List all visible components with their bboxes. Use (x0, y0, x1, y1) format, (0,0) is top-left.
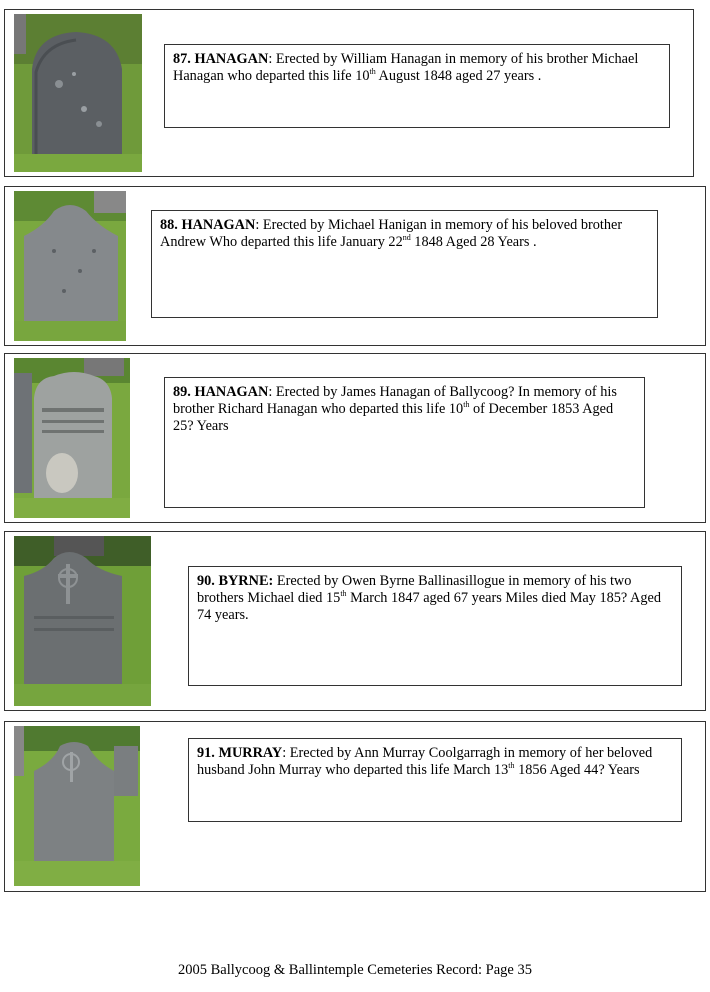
inscription-90 (188, 566, 682, 686)
inscription-text-cont: March 1847 aged 67 years Miles died May 185? Aged 74 years. (197, 590, 662, 623)
inscription-91 (188, 738, 682, 822)
entry-number-name: 90. BYRNE: (197, 573, 274, 589)
ordinal-suffix: th (508, 761, 515, 770)
headstone-photo-91 (14, 726, 140, 886)
entry-number-name: 91. MURRAY (197, 745, 283, 761)
inscription-text-cont: of December 1853 Aged 25? Years (173, 401, 614, 434)
inscription-89 (164, 377, 645, 508)
inscription-text: : Erected by Ann Murray Coolgarragh in memory of her beloved husband John Murray who departed this life March 13 (197, 745, 653, 778)
entry-number-name: 89. HANAGAN (173, 384, 269, 400)
entry-number-name: 87. HANAGAN (173, 51, 269, 67)
inscription-text: : Erected by Michael Hanigan in memory of his beloved brother Andrew Who departed this life January 22 (160, 217, 623, 250)
headstone-photo-90 (14, 536, 151, 706)
ordinal-suffix: th (463, 400, 470, 409)
inscription-text: Erected by Owen Byrne Ballinasillogue in memory of his two brothers Michael died 15 (197, 573, 632, 606)
inscription-text-cont: August 1848 aged 27 years . (375, 68, 542, 84)
entry-number-name: 88. HANAGAN (160, 217, 256, 233)
ordinal-suffix: th (369, 67, 376, 76)
inscription-text: : Erected by James Hanagan of Ballycoog? In memory of his brother Richard Hanagan who departed this life 10 (173, 384, 617, 417)
page-footer: 2005 Ballycoog & Ballintemple Cemeteries Record: Page 35 (178, 962, 532, 978)
headstone-photo-88 (14, 191, 126, 341)
inscription-text: : Erected by William Hanagan in memory of his brother Michael Hanagan who departed this life 10 (173, 51, 639, 84)
headstone-photo-89 (14, 358, 130, 518)
inscription-88 (151, 210, 658, 318)
headstone-photo-87 (14, 14, 142, 172)
inscription-text-cont: 1856 Aged 44? Years (514, 762, 640, 778)
ordinal-suffix: nd (402, 233, 411, 242)
ordinal-suffix: th (340, 589, 347, 598)
inscription-87 (164, 44, 670, 128)
inscription-text-cont: 1848 Aged 28 Years . (410, 234, 537, 250)
